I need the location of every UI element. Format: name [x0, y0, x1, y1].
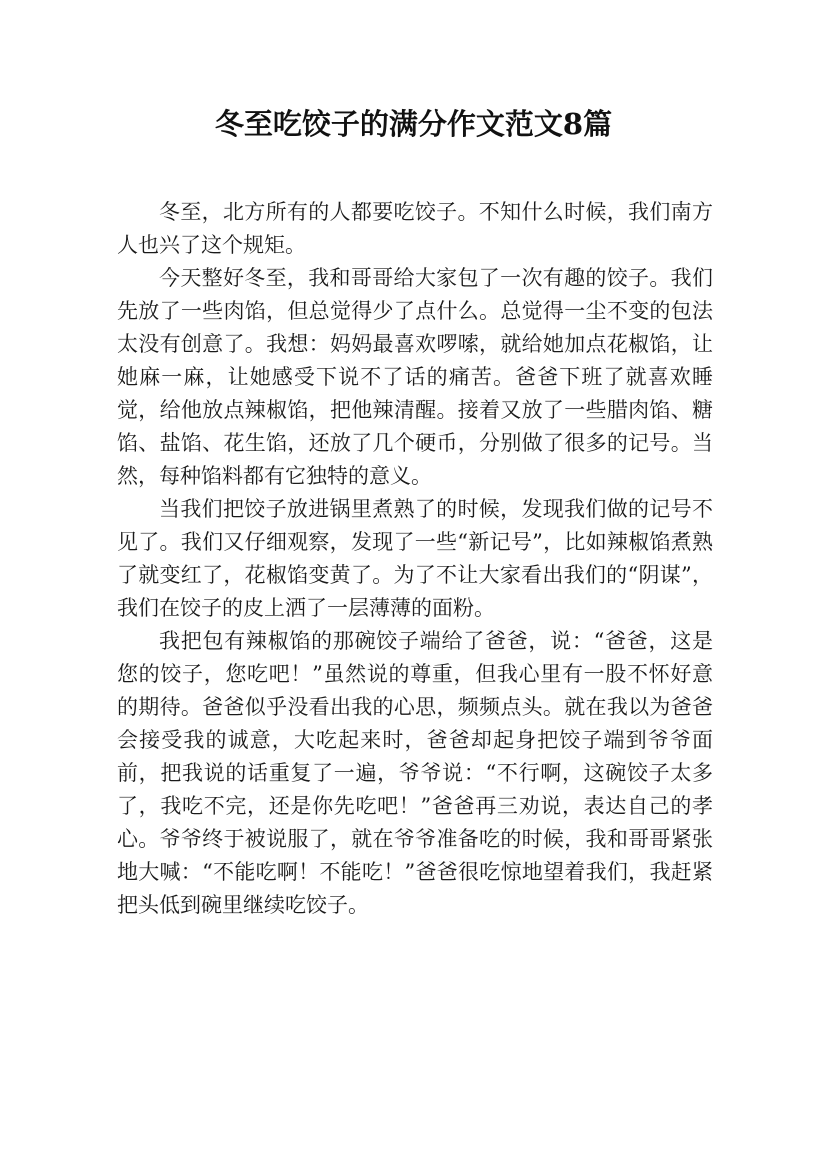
document-title: 冬至吃饺子的满分作文范文8篇	[214, 107, 613, 141]
paragraph-1: 冬至，北方所有的人都要吃饺子。不知什么时候，我们南方人也兴了这个规矩。	[117, 200, 713, 257]
paragraph-4: 我把包有辣椒馅的那碗饺子端给了爸爸，说：“爸爸，这是您的饺子，您吃吧！”虽然说的尊重，但我心里有一股不怀好意的期待。爸爸似乎没看出我的心思，频频点头。就在我以为爸爸会接受我的诚意，大吃起来时，爸爸却起身把饺子端到爷爷面前，把我说的话重复了一遍，爷爷说：“不行啊，这碗饺子太多了，我吃不完，还是你先吃吧！”爸爸再三劝说，表达自己的孝心。爷爷终于被说服了，就在爷爷准备吃的时候，我和哥哥紧张地大喊：“不能吃啊！不能吃！”爸爸很吃惊地望着我们，我赶紧把头低到碗里继续吃饺子。	[117, 629, 713, 917]
paragraph-3: 当我们把饺子放进锅里煮熟了的时候，发现我们做的记号不见了。我们又仔细观察，发现了一些“新记号”，比如辣椒馅煮熟了就变红了，花椒馅变黄了。为了不让大家看出我们的“阴谋”，我们在饺子的皮上洒了一层薄薄的面粉。	[117, 497, 713, 620]
paragraph-2: 今天整好冬至，我和哥哥给大家包了一次有趣的饺子。我们先放了一些肉馅，但总觉得少了点什么。总觉得一尘不变的包法太没有创意了。我想：妈妈最喜欢啰嗦，就给她加点花椒馅，让她麻一麻，让她感受下说不了话的痛苦。爸爸下班了就喜欢睡觉，给他放点辣椒馅，把他辣清醒。接着又放了一些腊肉馅、糖馅、盐馅、花生馅，还放了几个硬币，分别做了很多的记号。当然，每种馅料都有它独特的意义。	[117, 266, 713, 488]
document-body	[117, 196, 713, 922]
